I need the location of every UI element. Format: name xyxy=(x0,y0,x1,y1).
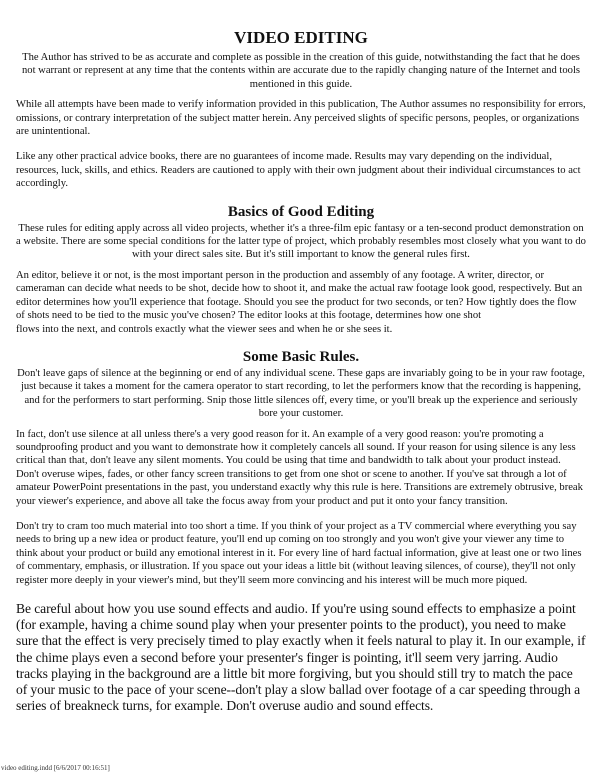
rule-gaps-paragraph: Don't leave gaps of silence at the beginning or end of any individual scene. These gaps are invariably going to be in your raw footage, just because it takes a moment for the camera operator to start recording, to let the performers know that the recording is happening, and for the performers to start performing. Snip those little silences off, every time, or you'll break up the experience and seriously bore your customer. xyxy=(17,367,585,420)
page-title: VIDEO EDITING xyxy=(234,28,368,47)
liability-paragraph: While all attempts have been made to verify information provided in this publication, The Author assumes no responsibility for errors, omissions, or contrary interpretation of the subject matter herein. Any perceived slights of specific persons, peoples, or organizations are unintentional. xyxy=(16,99,586,138)
basics-editor-end: flows into the next, and controls exactly what the viewer sees and when he or she sees it. xyxy=(16,323,393,335)
rule-sound-paragraph: Be careful about how you use sound effects and audio. If you're using sound effects to emphasize a point (for example, having a chime sound play when your presenter points to the product), you need to make sure that the effect is very precisely timed to play exactly when it feels natural to play it. In our example, if the chime plays even a second before your presenter's finger is pointing, it'll seem very jarring. Audio tracks playing in the background are a little bit more forgiving, but you should still try to match the pace of your music to the pace of your scene--don't play a slow ballad over footage of a car speeding through a series of breakneck turns, for example. Don't overuse audio and sound effects. xyxy=(16,601,586,714)
disclaimer-paragraph: The Author has strived to be as accurate and complete as possible in the creation of this guide, notwithstanding the fact that he does not warrant or represent at any time that the contents within are accurate due to the rapidly changing nature of the Internet and tools mentioned in this guide. xyxy=(21,52,581,90)
heading-rules: Some Basic Rules. xyxy=(242,348,360,365)
income-paragraph: Like any other practical advice books, there are no guarantees of income made. Results may vary depending on the individual, resources, luck, skills, and ethics. Readers are cautioned to apply with their own judgment about their individual circumstances to act accordingly. xyxy=(16,151,581,190)
page-footer: video editing.indd [6/6/2017 00:16:51] xyxy=(1,764,110,772)
rule-wipes-paragraph: Don't overuse wipes, fades, or other fancy screen transitions to get from one shot or scene to another. If you've sat through a lot of amateur PowerPoint presentations in the past, you understand exactly why this rule is here. Transitions are extremely obtrusive, break your viewer's experience, and above all take the focus away from your product and put it onto your fancy transition. xyxy=(16,468,583,507)
rule-cram-paragraph: Don't try to cram too much material into too short a time. If you think of your project as a TV commercial where everything you say needs to bring up a new idea or product feature, you'll end up coming on too strongly and you won't give your viewer any time to think about your product or build any emotional interest in it. For every line of hard factual information, give at least one or two lines of commentary, emphasis, or illustration. If you space out your ideas a little bit (without leaving silences, of course), they'll not only register more deeply in your viewer's mind, but they'll seem more convincing and his interest will be much more piqued. xyxy=(16,520,582,586)
rule-silence-paragraph: In fact, don't use silence at all unless there's a very good reason for it. An example of a very good reason: you're promoting a soundproofing product and you want to demonstrate how it completely cancels all sound. If your reason for using silence is any less critical than that, don't leave any silent moments. You could be using that time and bandwidth to talk about your product instead. xyxy=(16,428,576,467)
basics-editor-paragraph: An editor, believe it or not, is the most important person in the production and assembly of any footage. A writer, director, or cameraman can decide what needs to be shot, decide how to shoot it, and make the actual raw footage look good, respectively. But an editor determines how you'll experience that footage. Should you see the product for two seconds, or ten? How tightly does the flow of shots need to be tied to the music you've chosen? The editor looks at this footage, determines how one shot xyxy=(16,269,583,322)
basics-intro-paragraph: These rules for editing apply across all video projects, whether it's a three-film epic fantasy or a ten-second product demonstration on a website. There are some special conditions for the latter type of project, which probably resembles most closely what you want to do with your direct sales site. But it's still important to know the general rules first. xyxy=(16,222,586,261)
heading-basics: Basics of Good Editing xyxy=(227,203,375,220)
